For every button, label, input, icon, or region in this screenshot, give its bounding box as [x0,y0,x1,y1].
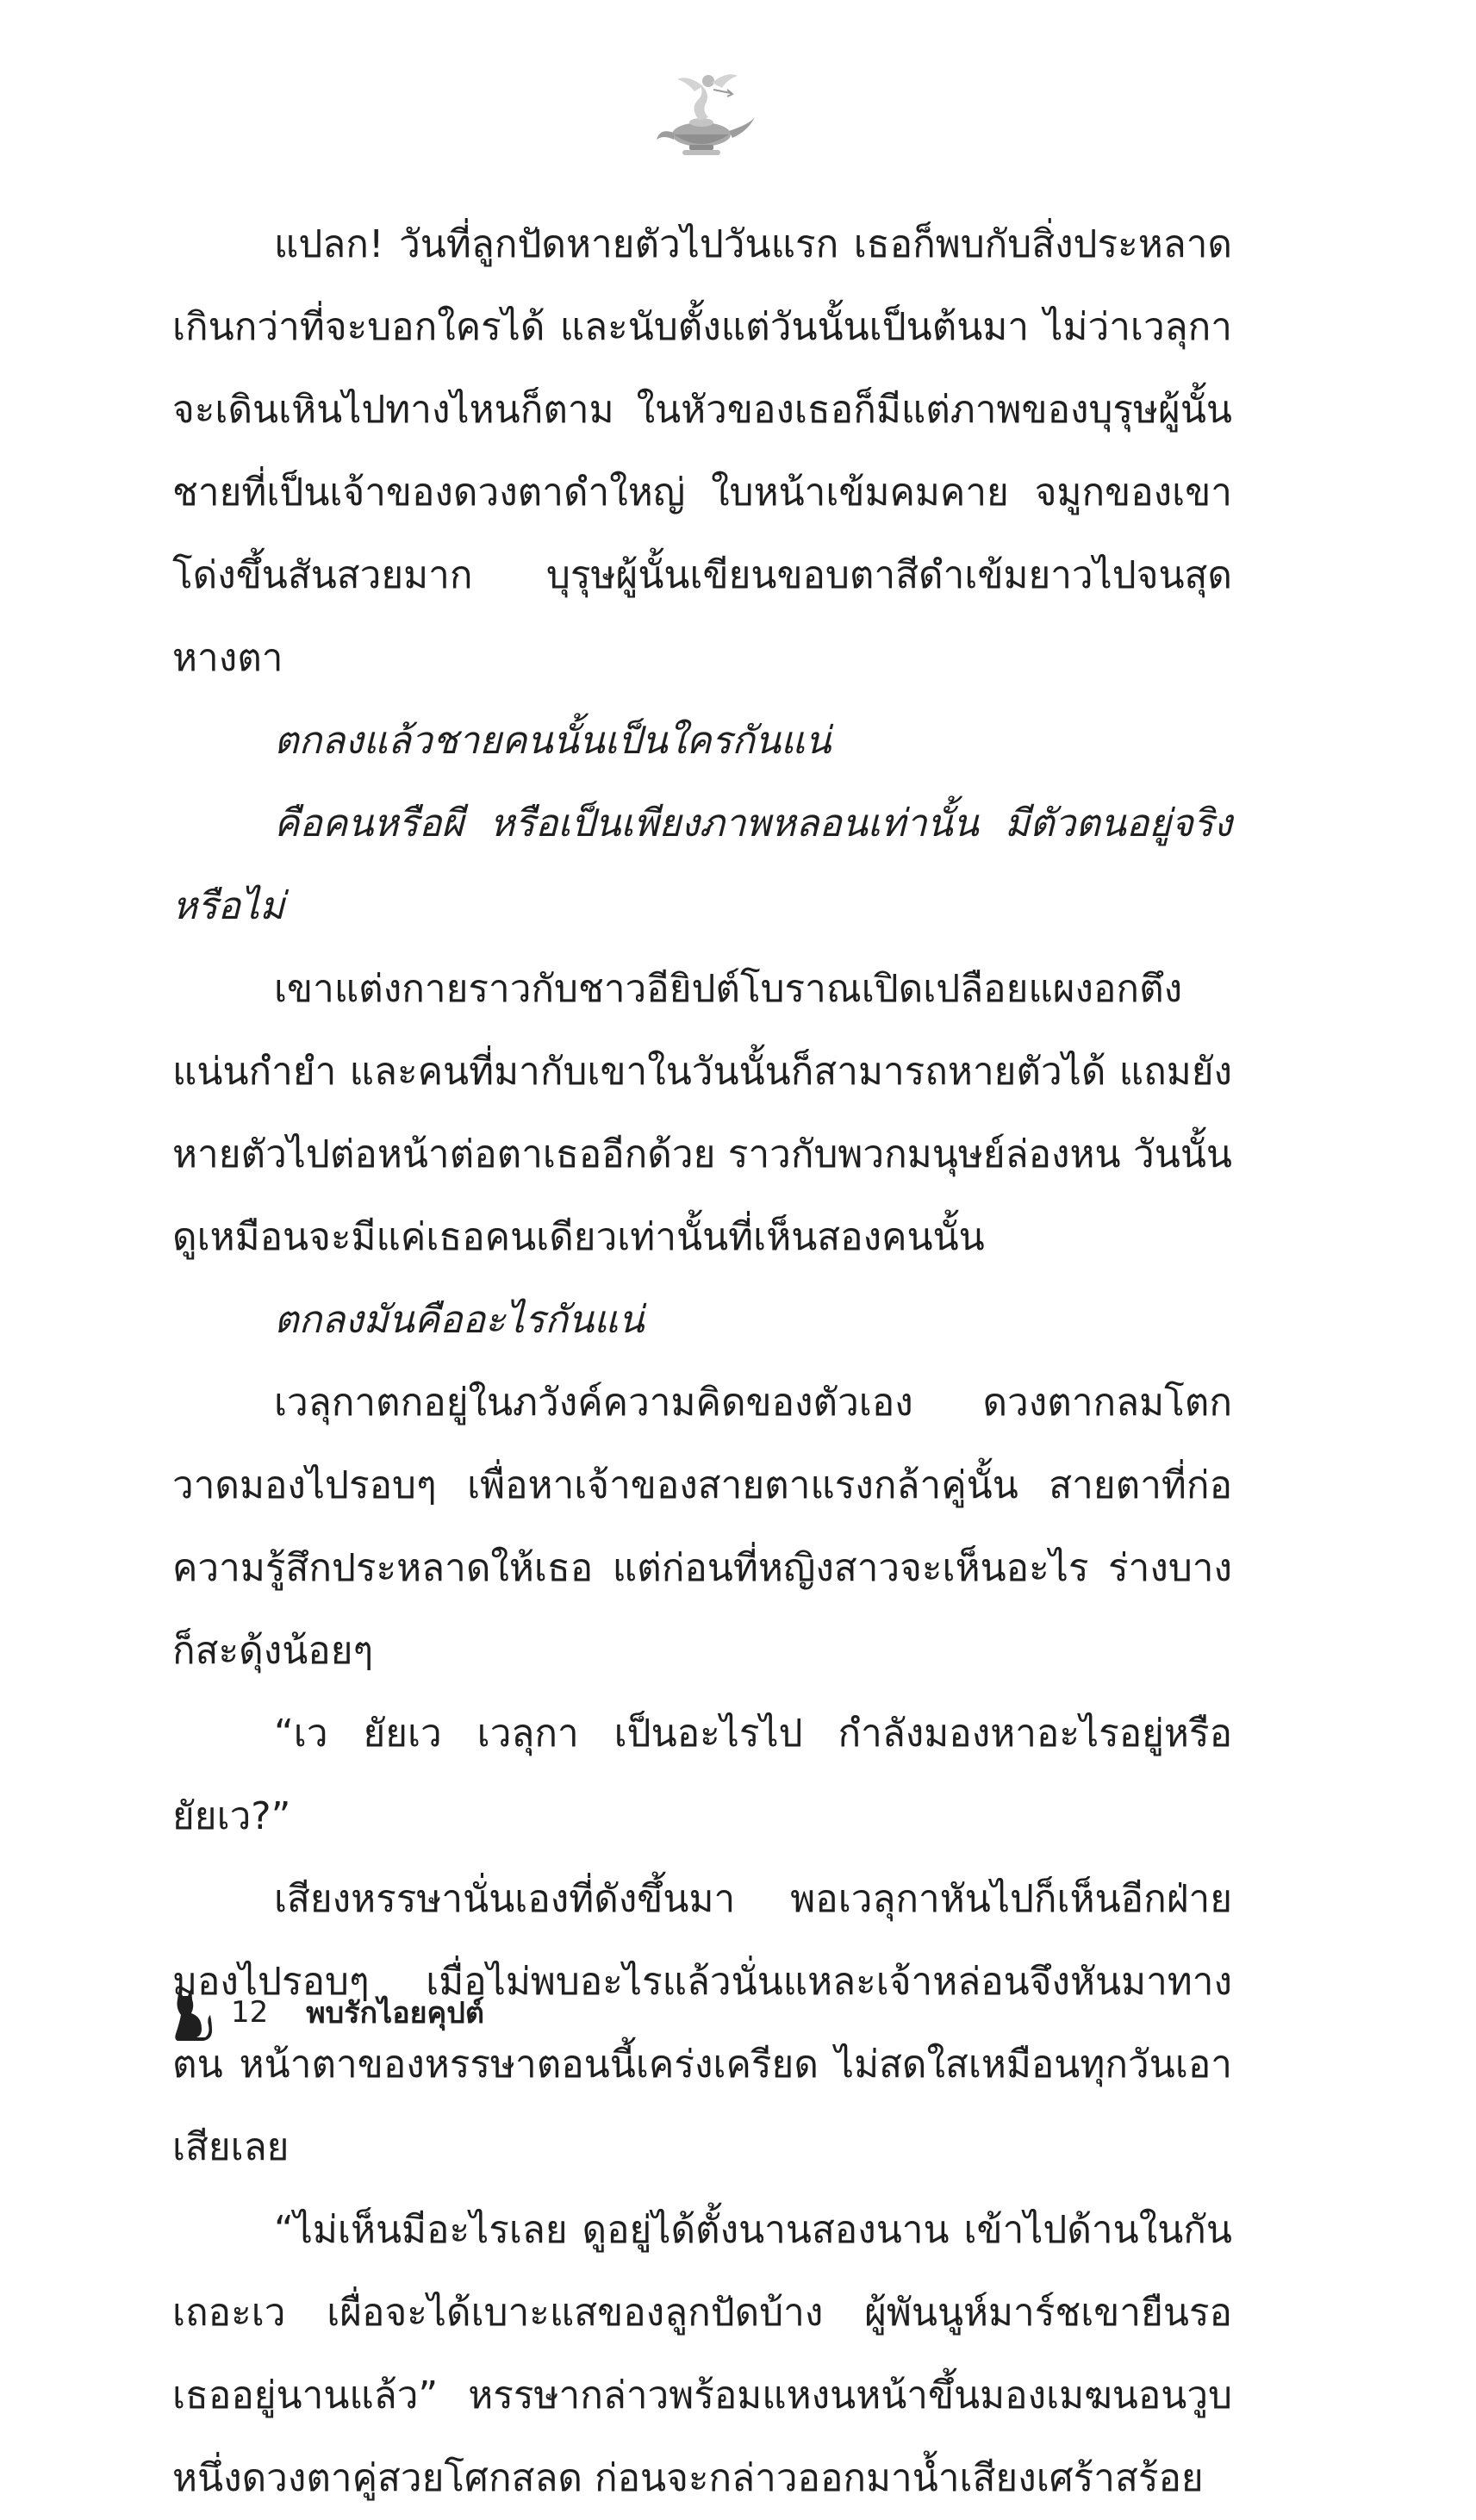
paragraph-italic: ตกลงมันคืออะไรกันแน่ [274,1298,645,1342]
paragraph-italic: ตกลงแล้วชายคนนั้นเป็นใครกันแน่ [274,719,831,763]
paragraph: เวลุกาตกอยู่ในภวังค์ความคิดของตัวเอง ดวงตากลมโตกวาดมองไปรอบๆ เพื่อหาเจ้าของสายตาแรงกล้าคู่นั้น สายตาที่ก่อความรู้สึกประหลาดให้เธอ แต่ก่อนที่หญิงสาวจะเห็นอะไร ร่างบางก็สะดุ้งน้อยๆ [172,1381,1232,1673]
page-footer [172,1978,484,2047]
book-title: พบรักไอยคุปต์ [306,1996,484,2030]
paragraph: เขาแต่งกายราวกับชาวอียิปต์โบราณเปิดเปลือยแผงอกตึงแน่นกำยำ และคนที่มากับเขาในวันนั้นก็สามารถหายตัวได้ แถมยังหายตัวไปต่อหน้าต่อตาเธออีกด้วย ราวกับพวกมนุษย์ล่องหน วันนั้นดูเหมือนจะมีแค่เธอคนเดียวเท่านั้นที่เห็นสองคนนั้น [172,967,1232,1259]
paragraph-italic: คือคนหรือผี หรือเป็นเพียงภาพหลอนเท่านั้น มีตัวตนอยู่จริงหรือไม่ [172,802,1232,928]
cat-silhouette-icon [172,1984,212,2041]
paragraph: เสียงหรรษานั่นเองที่ดังขึ้นมา พอเวลุกาหันไปก็เห็นอีกฝ่ายมองไปรอบๆ เมื่อไม่พบอะไรแล้วนั่นแหละเจ้าหล่อนจึงหันมาทางตน หน้าตาของหรรษาตอนนี้เคร่งเครียด ไม่สดใสเหมือนทุกวันเอาเสียเลย [172,1877,1232,2169]
paragraph: “เว ยัยเว เวลุกา เป็นอะไรไป กำลังมองหาอะไรอยู่หรือ ยัยเว?” [172,1712,1232,1838]
cupid-magic-lamp-icon [648,67,760,162]
paragraph: “ไม่เห็นมีอะไรเลย ดูอยู่ได้ตั้งนานสองนาน เข้าไปด้านในกันเถอะเว เผื่อจะได้เบาะแสของลูกปัดบ้าง ผู้พันนูห์มาร์ชเขายืนรอเธออยู่นานแล้ว” หรรษากล่าวพร้อมแหงนหน้าขึ้นมองเมฆนอนวูบหนึ่งดวงตาคู่สวยโศกสลด ก่อนจะกล่าวออกมาน้ำเสียงเศร้าสร้อย [172,2208,1232,2500]
page-number: 12 [231,1995,269,2030]
paragraph: แปลก! วันที่ลูกปัดหายตัวไปวันแรก เธอก็พบกับสิ่งประหลาดเกินกว่าที่จะบอกใครได้ และนับตั้งแต่วันนั้นเป็นต้นมา ไม่ว่าเวลุกาจะเดินเหินไปทางไหนก็ตาม ในหัวของเธอก็มีแต่ภาพของบุรุษผู้นั้น ชายที่เป็นเจ้าของดวงตาดำใหญ่ ใบหน้าเข้มคมคาย จมูกของเขาโด่งขึ้นสันสวยมาก บุรุษผู้นั้นเขียนขอบตาสีดำเข้มยาวไปจนสุดหางตา [172,222,1232,680]
body-text [172,203,1232,2520]
